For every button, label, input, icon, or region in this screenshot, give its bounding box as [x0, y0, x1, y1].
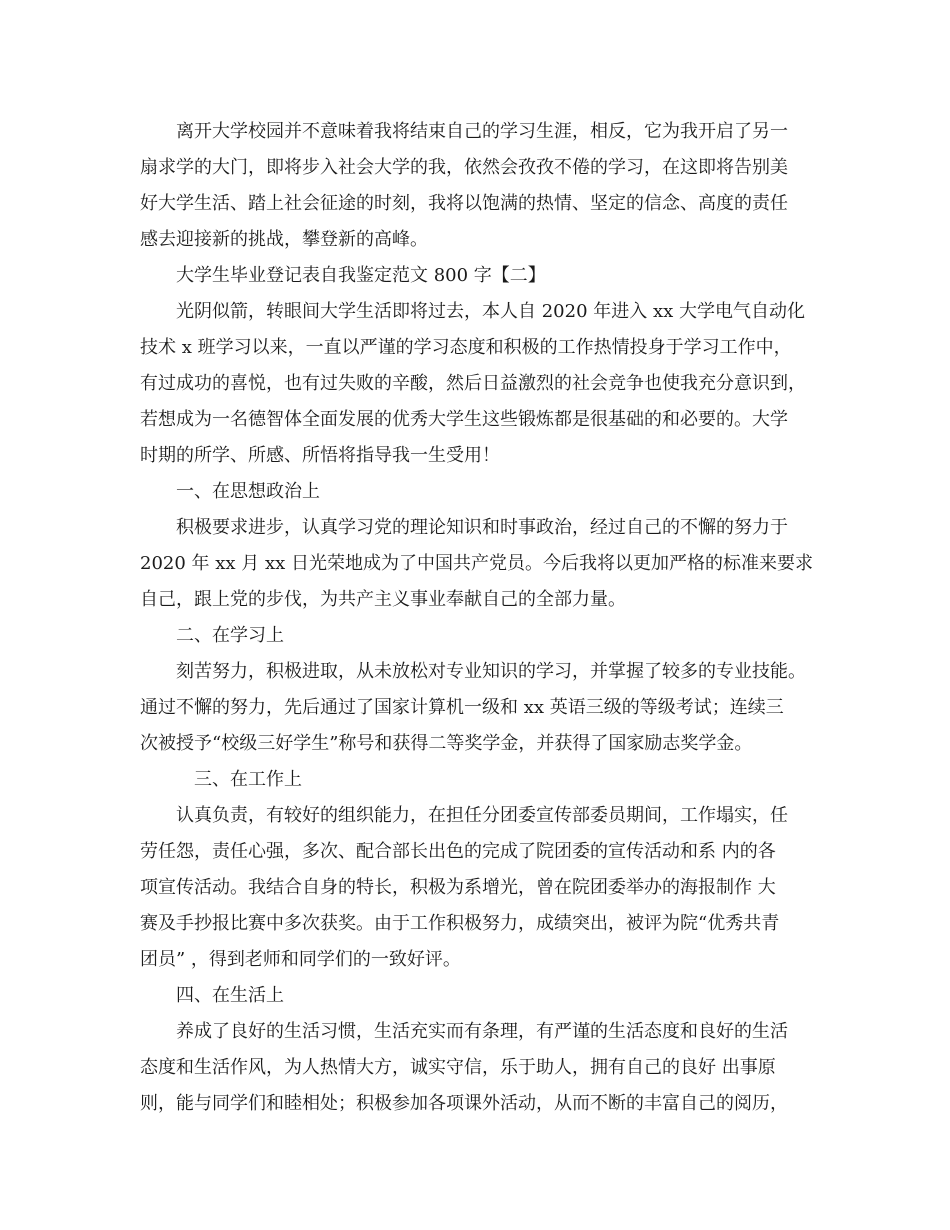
paragraph-line: 则，能与同学们和睦相处；积极参加各项课外活动，从而不断的丰富自己的阅历，	[140, 1093, 788, 1114]
paragraph-line: 赛及手抄报比赛中多次获奖。由于工作积极努力，成绩突出，被评为院“优秀共青	[140, 913, 780, 934]
paragraph-line: 好大学生活、踏上社会征途的时刻，我将以饱满的热情、坚定的信念、高度的责任	[140, 193, 788, 214]
paragraph-line: 劳任怨，责任心强，多次、配合部长出色的完成了院团委的宣传活动和系 内的各	[140, 841, 776, 862]
section-heading: 四、在生活上	[176, 985, 284, 1006]
paragraph-line: 扇求学的大门，即将步入社会大学的我，依然会孜孜不倦的学习，在这即将告别美	[140, 157, 788, 178]
paragraph-line: 态度和生活作风，为人热情大方，诚实守信，乐于助人，拥有自己的良好 出事原	[140, 1057, 776, 1078]
paragraph-line: 光阴似箭，转眼间大学生活即将过去，本人自 2020 年进入 xx 大学电气自动化	[176, 301, 805, 322]
paragraph-line: 团员” ，得到老师和同学们的一致好评。	[140, 949, 461, 970]
section-heading: 二、在学习上	[176, 625, 284, 646]
paragraph-line: 次被授予“校级三好学生”称号和获得二等奖学金，并获得了国家励志奖学金。	[140, 733, 753, 754]
paragraph-line: 积极要求进步，认真学习党的理论知识和时事政治，经过自己的不懈的努力于	[176, 517, 788, 538]
paragraph-line: 时期的所学、所感、所悟将指导我一生受用！	[140, 445, 500, 466]
paragraph-line: 若想成为一名德智体全面发展的优秀大学生这些锻炼都是很基础的和必要的。大学	[140, 409, 788, 430]
paragraph-line: 离开大学校园并不意味着我将结束自己的学习生涯，相反，它为我开启了另一	[176, 121, 788, 142]
paragraph-line: 有过成功的喜悦，也有过失败的辛酸，然后日益激烈的社会竞争也使我充分意识到，	[140, 373, 806, 394]
paragraph-line: 通过不懈的努力，先后通过了国家计算机一级和 xx 英语三级的等级考试；连续三	[140, 697, 784, 718]
paragraph-line: 刻苦努力，积极进取，从未放松对专业知识的学习，并掌握了较多的专业技能。	[176, 661, 806, 682]
paragraph-line: 养成了良好的生活习惯，生活充实而有条理，有严谨的生活态度和良好的生活	[176, 1021, 788, 1042]
paragraph-line: 认真负责，有较好的组织能力，在担任分团委宣传部委员期间，工作塌实，任	[176, 805, 788, 826]
paragraph-line: 技术 x 班学习以来，一直以严谨的学习态度和积极的工作热情投身于学习工作中，	[140, 337, 792, 358]
paragraph-line: 2020 年 xx 月 xx 日光荣地成为了中国共产党员。今后我将以更加严格的标准来要求	[140, 553, 814, 574]
section-title: 大学生毕业登记表自我鉴定范文 800 字【二】	[176, 265, 546, 286]
paragraph-line: 项宣传活动。我结合自身的特长，积极为系增光，曾在院团委举办的海报制作 大	[140, 877, 776, 898]
paragraph-line: 感去迎接新的挑战，攀登新的高峰。	[140, 229, 428, 250]
paragraph-line: 自己，跟上党的步伐，为共产主义事业奉献自己的全部力量。	[140, 589, 626, 610]
section-heading: 三、在工作上	[194, 769, 302, 790]
section-heading: 一、在思想政治上	[176, 481, 320, 502]
